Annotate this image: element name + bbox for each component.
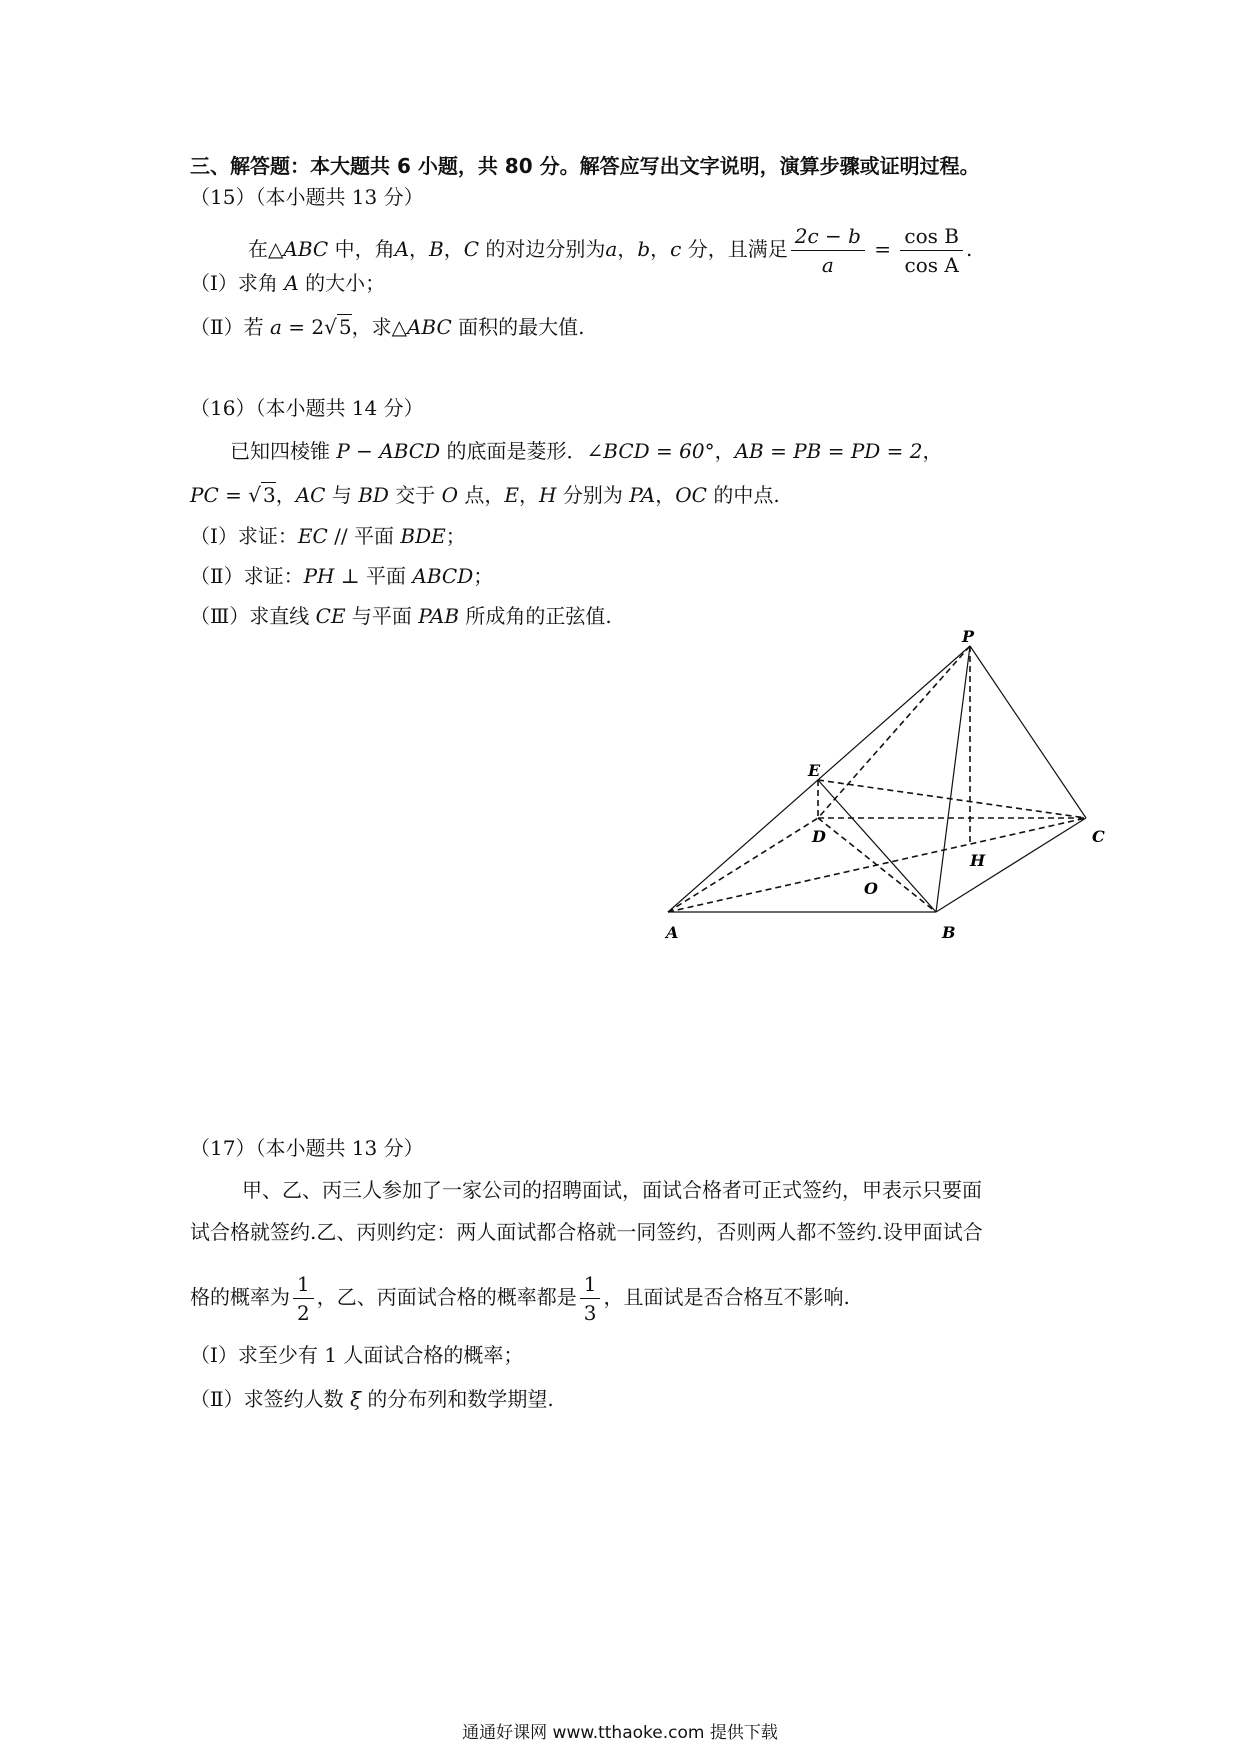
edge-PB [936, 646, 970, 912]
edge-AD [668, 818, 818, 912]
q17-part1: （Ⅰ）求至少有 1 人面试合格的概率； [190, 1343, 524, 1367]
q15-fraction-left: $\frac{2c - b}{a}$ [791, 222, 865, 279]
q16-stem-line2: PC = √ 3，AC 与 BD 交于 O 点，E，H 分别为 PA，OC 的中点. [190, 483, 780, 507]
q17-fraction-half: $\frac{1}{2}$ [293, 1270, 314, 1327]
q15-part2: （Ⅱ）若 a = 2√ 5，求△ABC 面积的最大值. [190, 315, 585, 339]
page-footer: 通通好课网 www.tthaoke.com 提供下载 [462, 1723, 778, 1743]
q17-stem-line1: 甲、乙、丙三人参加了一家公司的招聘面试，面试合格者可正式签约，甲表示只要面 [242, 1178, 982, 1202]
label-E: E [808, 761, 821, 780]
label-A: A [666, 923, 679, 942]
q17-part2: （Ⅱ）求签约人数 ξ 的分布列和数学期望. [190, 1387, 554, 1411]
q17-stem-line2: 试合格就签约.乙、丙则约定：两人面试都合格就一同签约，否则两人都不签约.设甲面试合 [190, 1220, 983, 1244]
edge-PC [970, 646, 1086, 818]
label-O: O [864, 879, 878, 898]
q16-stem-line1: 已知四棱锥 P − ABCD 的底面是菱形．∠BCD = 60°，AB = PB = PD = 2， [230, 439, 943, 463]
q16-header: （16）（本小题共 14 分） [190, 396, 424, 420]
label-C: C [1092, 827, 1105, 846]
q16-part3: （Ⅲ）求直线 CE 与平面 PAB 所成角的正弦值. [190, 604, 612, 628]
q16-part2: （Ⅱ）求证：PH ⊥ 平面 ABCD； [190, 564, 494, 588]
q15-part1: （Ⅰ）求角 A 的大小； [190, 271, 386, 295]
q17-stem-line3: 格的概率为 $\frac{1}{2}$ ，乙、丙面试合格的概率都是 $\frac{1}{3}$ ，且面试是否合格互不影响. [190, 1272, 850, 1325]
q15-header: （15）（本小题共 13 分） [190, 185, 424, 209]
q17-header: （17）（本小题共 13 分） [190, 1136, 424, 1160]
q16-part1: （Ⅰ）求证：EC // 平面 BDE； [190, 524, 466, 548]
section-heading: 三、解答题：本大题共 6 小题，共 80 分。解答应写出文字说明，演算步骤或证明过程。 [190, 154, 980, 178]
label-H: H [970, 851, 986, 870]
edge-BC [936, 818, 1086, 912]
label-P: P [962, 627, 975, 646]
edge-PD [818, 646, 970, 818]
q15-stem: 在△ABC 中，角A，B，C 的对边分别为a，b，c 分，且满足 $\frac{2c - b}{a}$ = $\frac{\text{cos B}}{\text{cos A}}$ . [248, 224, 973, 277]
q15-fraction-right: $\frac{\text{cos B}}{\text{cos A}}$ [900, 222, 963, 279]
q17-fraction-third: $\frac{1}{3}$ [580, 1270, 601, 1327]
label-D: D [812, 827, 826, 846]
label-B: B [942, 923, 956, 942]
